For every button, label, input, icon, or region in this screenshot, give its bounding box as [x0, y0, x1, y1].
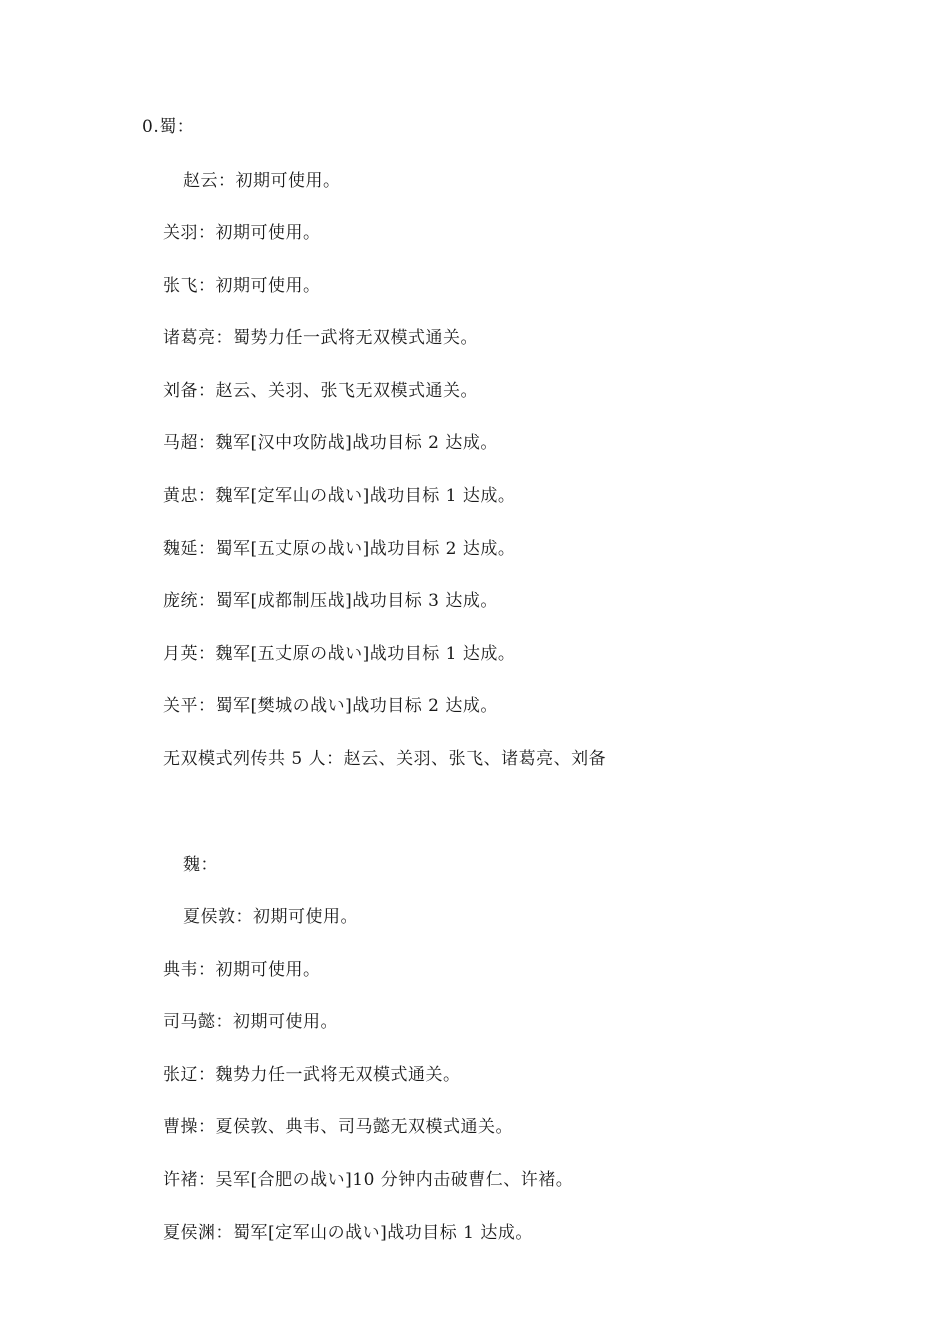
section-heading-wei: 魏：	[183, 855, 218, 875]
entry-huang-zhong: 黄忠：魏军[定军山の战い]战功目标 1 达成。	[163, 486, 516, 506]
entry-ma-chao: 马超：魏军[汉中攻防战]战功目标 2 达成。	[163, 433, 498, 453]
entry-dian-wei: 典韦：初期可使用。	[163, 960, 321, 980]
entry-wei-yan: 魏延：蜀军[五丈原の战い]战功目标 2 达成。	[163, 539, 516, 559]
entry-liu-bei: 刘备：赵云、关羽、张飞无双模式通关。	[163, 381, 478, 401]
entry-guan-ping: 关平：蜀军[樊城の战い]战功目标 2 达成。	[163, 696, 498, 716]
entry-cao-cao: 曹操：夏侯敦、典韦、司马懿无双模式通关。	[163, 1117, 513, 1137]
entry-zhao-yun: 赵云：初期可使用。	[183, 171, 341, 191]
entry-zhuge-liang: 诸葛亮：蜀势力任一武将无双模式通关。	[163, 328, 478, 348]
entry-pang-tong: 庞统：蜀军[成都制压战]战功目标 3 达成。	[163, 591, 498, 611]
entry-guan-yu: 关羽：初期可使用。	[163, 223, 321, 243]
entry-yue-ying: 月英：魏军[五丈原の战い]战功目标 1 达成。	[163, 644, 516, 664]
entry-zhang-fei: 张飞：初期可使用。	[163, 276, 321, 296]
entry-sima-yi: 司马懿：初期可使用。	[163, 1012, 338, 1032]
entry-xiahou-yuan: 夏侯渊：蜀军[定军山の战い]战功目标 1 达成。	[163, 1223, 533, 1243]
musou-list-summary: 无双模式列传共 5 人：赵云、关羽、张飞、诸葛亮、刘备	[163, 749, 607, 769]
section-heading-shu: 0.蜀：	[142, 117, 195, 137]
entry-zhang-liao: 张辽：魏势力任一武将无双模式通关。	[163, 1065, 461, 1085]
entry-xiahou-dun: 夏侯敦：初期可使用。	[183, 907, 358, 927]
entry-xu-chu: 许褚：吴军[合肥の战い]10 分钟内击破曹仁、许褚。	[163, 1170, 574, 1190]
